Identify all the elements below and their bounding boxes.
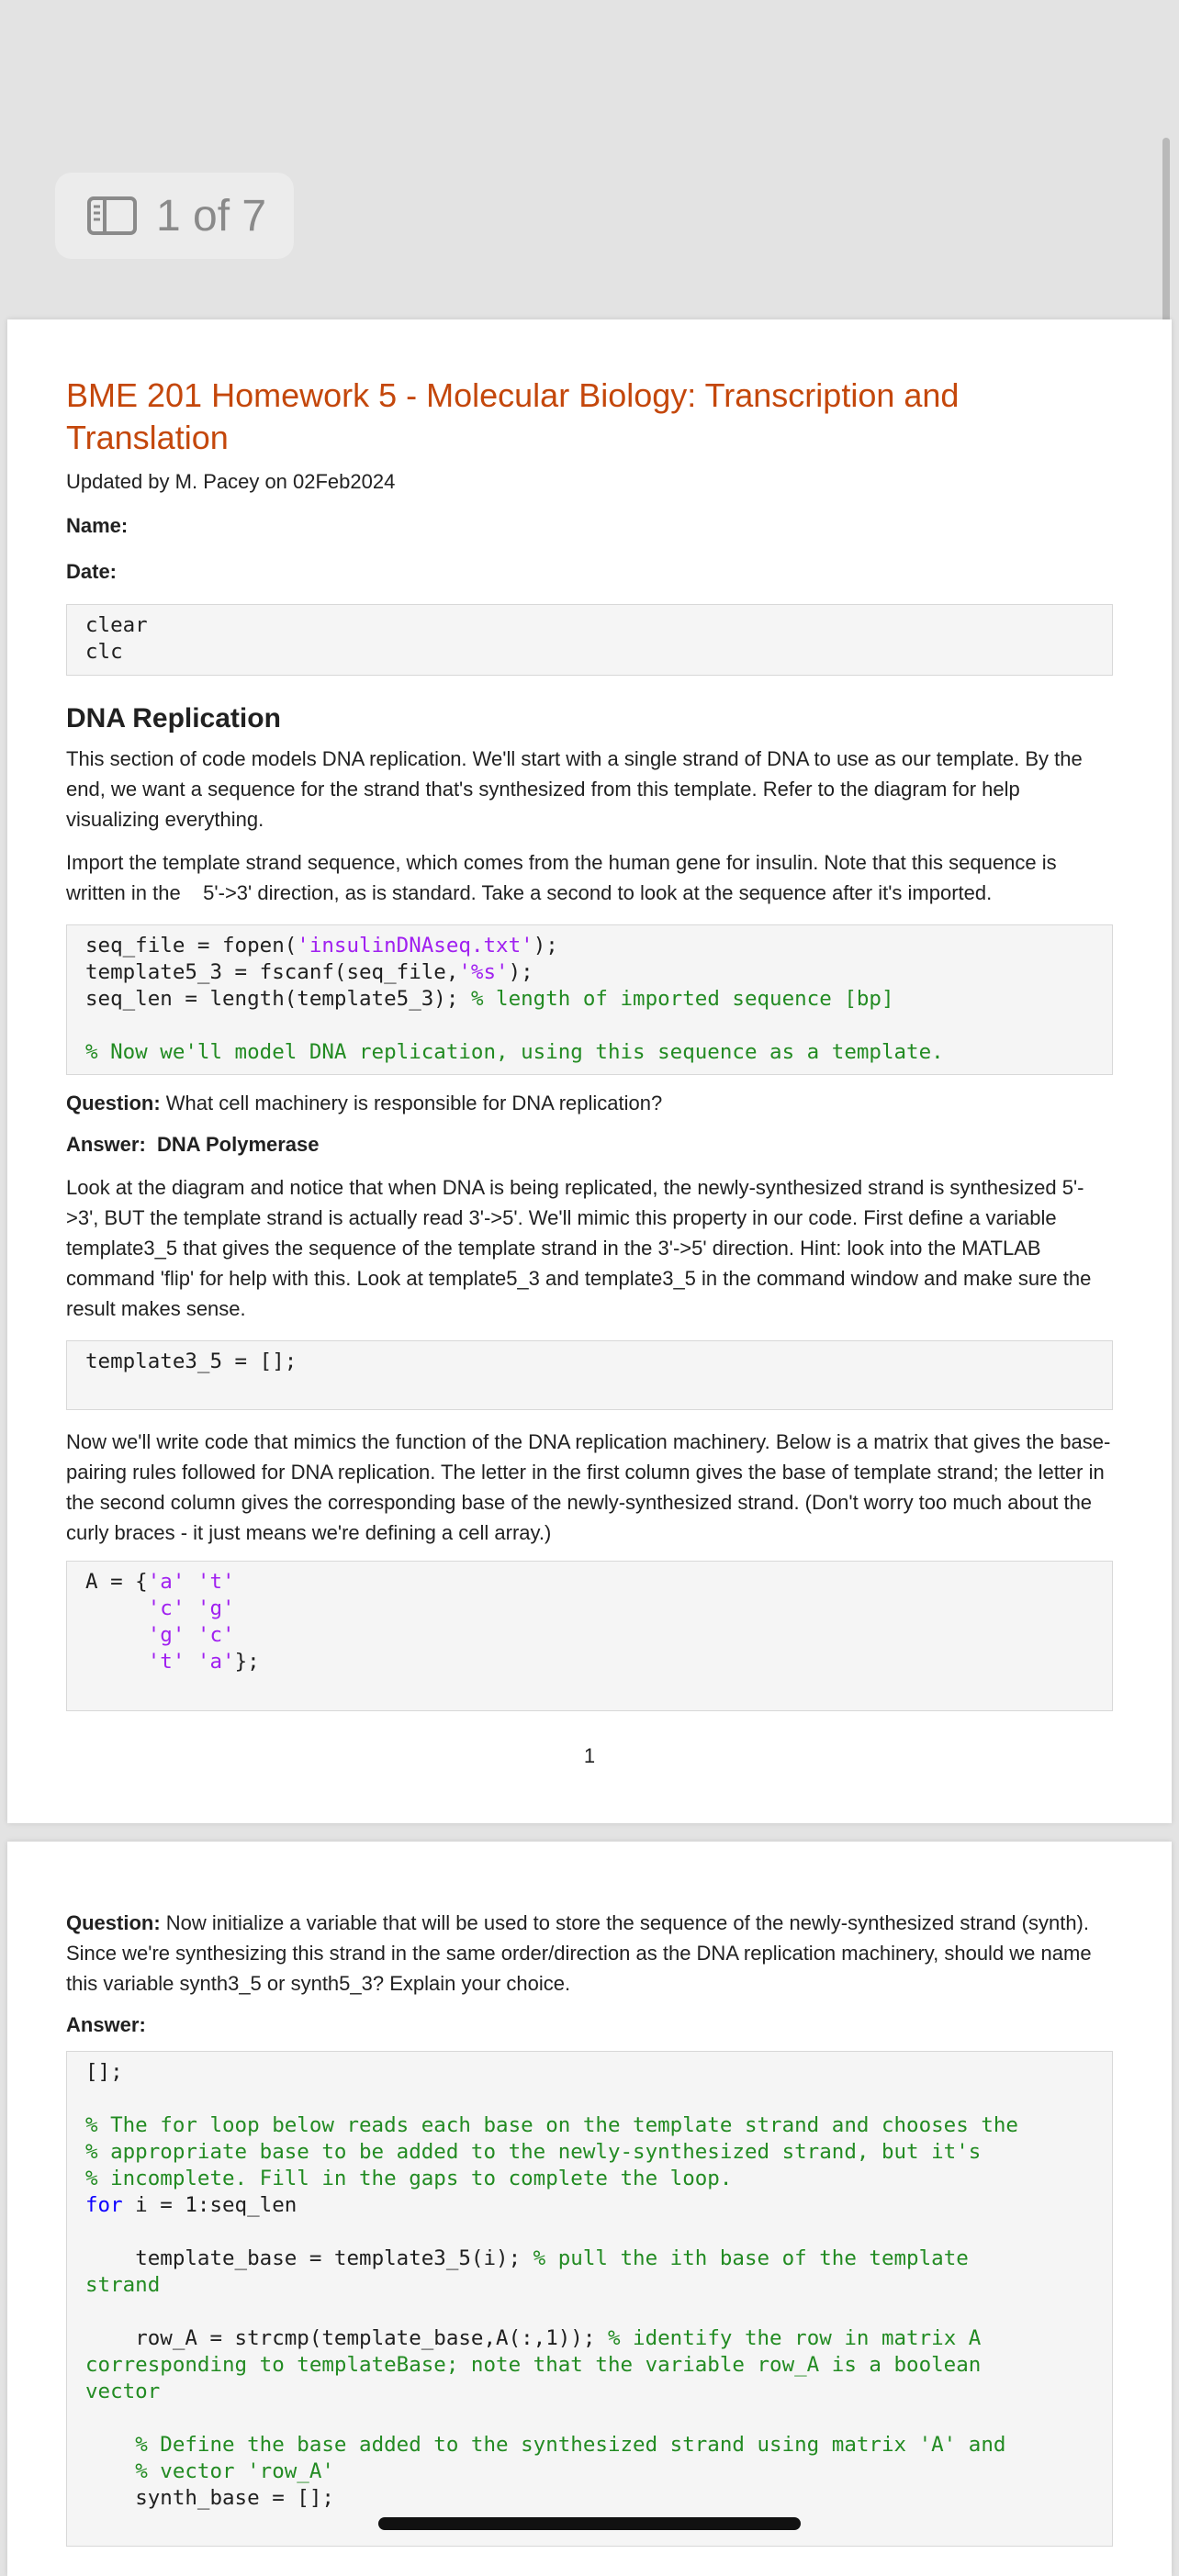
code-block-clear[interactable]: clear clc	[66, 604, 1113, 676]
answer-1: Answer: DNA Polymerase	[66, 1133, 320, 1156]
code-block-for-loop[interactable]: []; % The for loop below reads each base on the template strand and chooses the % appropriate base to be added to the newly-synthesized strand, but it's % incomplete. Fill in the gaps to complete the loop. for i = 1:seq_len template_base = template3_5(i); % pull the ith base of the template strand row_A = strcmp(template_base,A(:,1)); % identify the row in matrix A corresponding to templateBase; note that the variable row_A is a boolean vector % Define the base added to the synthesized strand using matrix 'A' and % vector 'row_A' synth_base = [];	[66, 2051, 1113, 2547]
sidebar-icon	[86, 196, 138, 236]
document-page-2	[7, 1842, 1172, 2576]
code-block-matrix-A[interactable]: A = {'a' 't' 'c' 'g' 'g' 'c' 't' 'a'};	[66, 1561, 1113, 1711]
page-indicator-label: 1 of 7	[156, 191, 267, 241]
answer-2-label: Answer:	[66, 2013, 146, 2036]
paragraph-template: Look at the diagram and notice that when DNA is being replicated, the newly-synthesized strand is synthesized 5'->3', BUT the template strand is actually read 3'->5'. We'll mimic this property in our code. First define a variable template3_5 that gives the sequence of the template strand in the 3'->5' direction. Hint: look into the MATLAB command 'flip' for help with this. Look at template5_3 and template3_5 in the command window and make sure the result makes sense.	[66, 1176, 1092, 1320]
paragraph-import: Import the template strand sequence, which comes from the human gene for insulin. Note that this sequence is written in the 5'->3' direction, as is standard. Take a second to look at the sequence after it's imported.	[66, 851, 1062, 904]
question-2: Question: Now initialize a variable that will be used to store the sequence of the newly-synthesized strand (synth). Since we're synthesizing this strand in the same order/direction as the DNA replication machinery, should we name this variable synth3_5 or synth5_3? Explain your choice.	[66, 1911, 1092, 1995]
page-number: 1	[583, 1744, 596, 1767]
document-title: BME 201 Homework 5 - Molecular Biology: Transcription and Translation	[66, 376, 960, 456]
paragraph-matrix: Now we'll write code that mimics the function of the DNA replication machinery. Below is a matrix that gives the base-pairing rules followed for DNA replication. The letter in the first column gives the base of template strand; the letter in the second column gives the corresponding base of the newly-synthesized strand. (Don't worry too much about the curly braces - it just means we're defining a cell array.)	[66, 1430, 1111, 1544]
updated-line: Updated by M. Pacey on 02Feb2024	[66, 470, 396, 493]
question-1: Question: What cell machinery is responsible for DNA replication?	[66, 1092, 663, 1114]
code-block-import[interactable]: seq_file = fopen('insulinDNAseq.txt'); template5_3 = fscanf(seq_file,'%s'); seq_len = length(template5_3); % length of imported sequence [bp] % Now we'll model DNA replication, using this sequence as a template.	[66, 924, 1113, 1075]
paragraph-intro: This section of code models DNA replication. We'll start with a single strand of DNA to use as our template. By the end, we want a sequence for the strand that's synthesized from this template. Refer to the diagram for help visualizing everything.	[66, 747, 1083, 831]
document-page-1	[7, 319, 1172, 1823]
home-indicator[interactable]	[378, 2517, 801, 2530]
date-label: Date:	[66, 560, 118, 583]
name-label: Name:	[66, 514, 129, 537]
page-indicator[interactable]	[55, 173, 294, 259]
section-heading-dna-replication: DNA Replication	[66, 703, 281, 734]
code-block-template3-5[interactable]: template3_5 = [];	[66, 1340, 1113, 1410]
